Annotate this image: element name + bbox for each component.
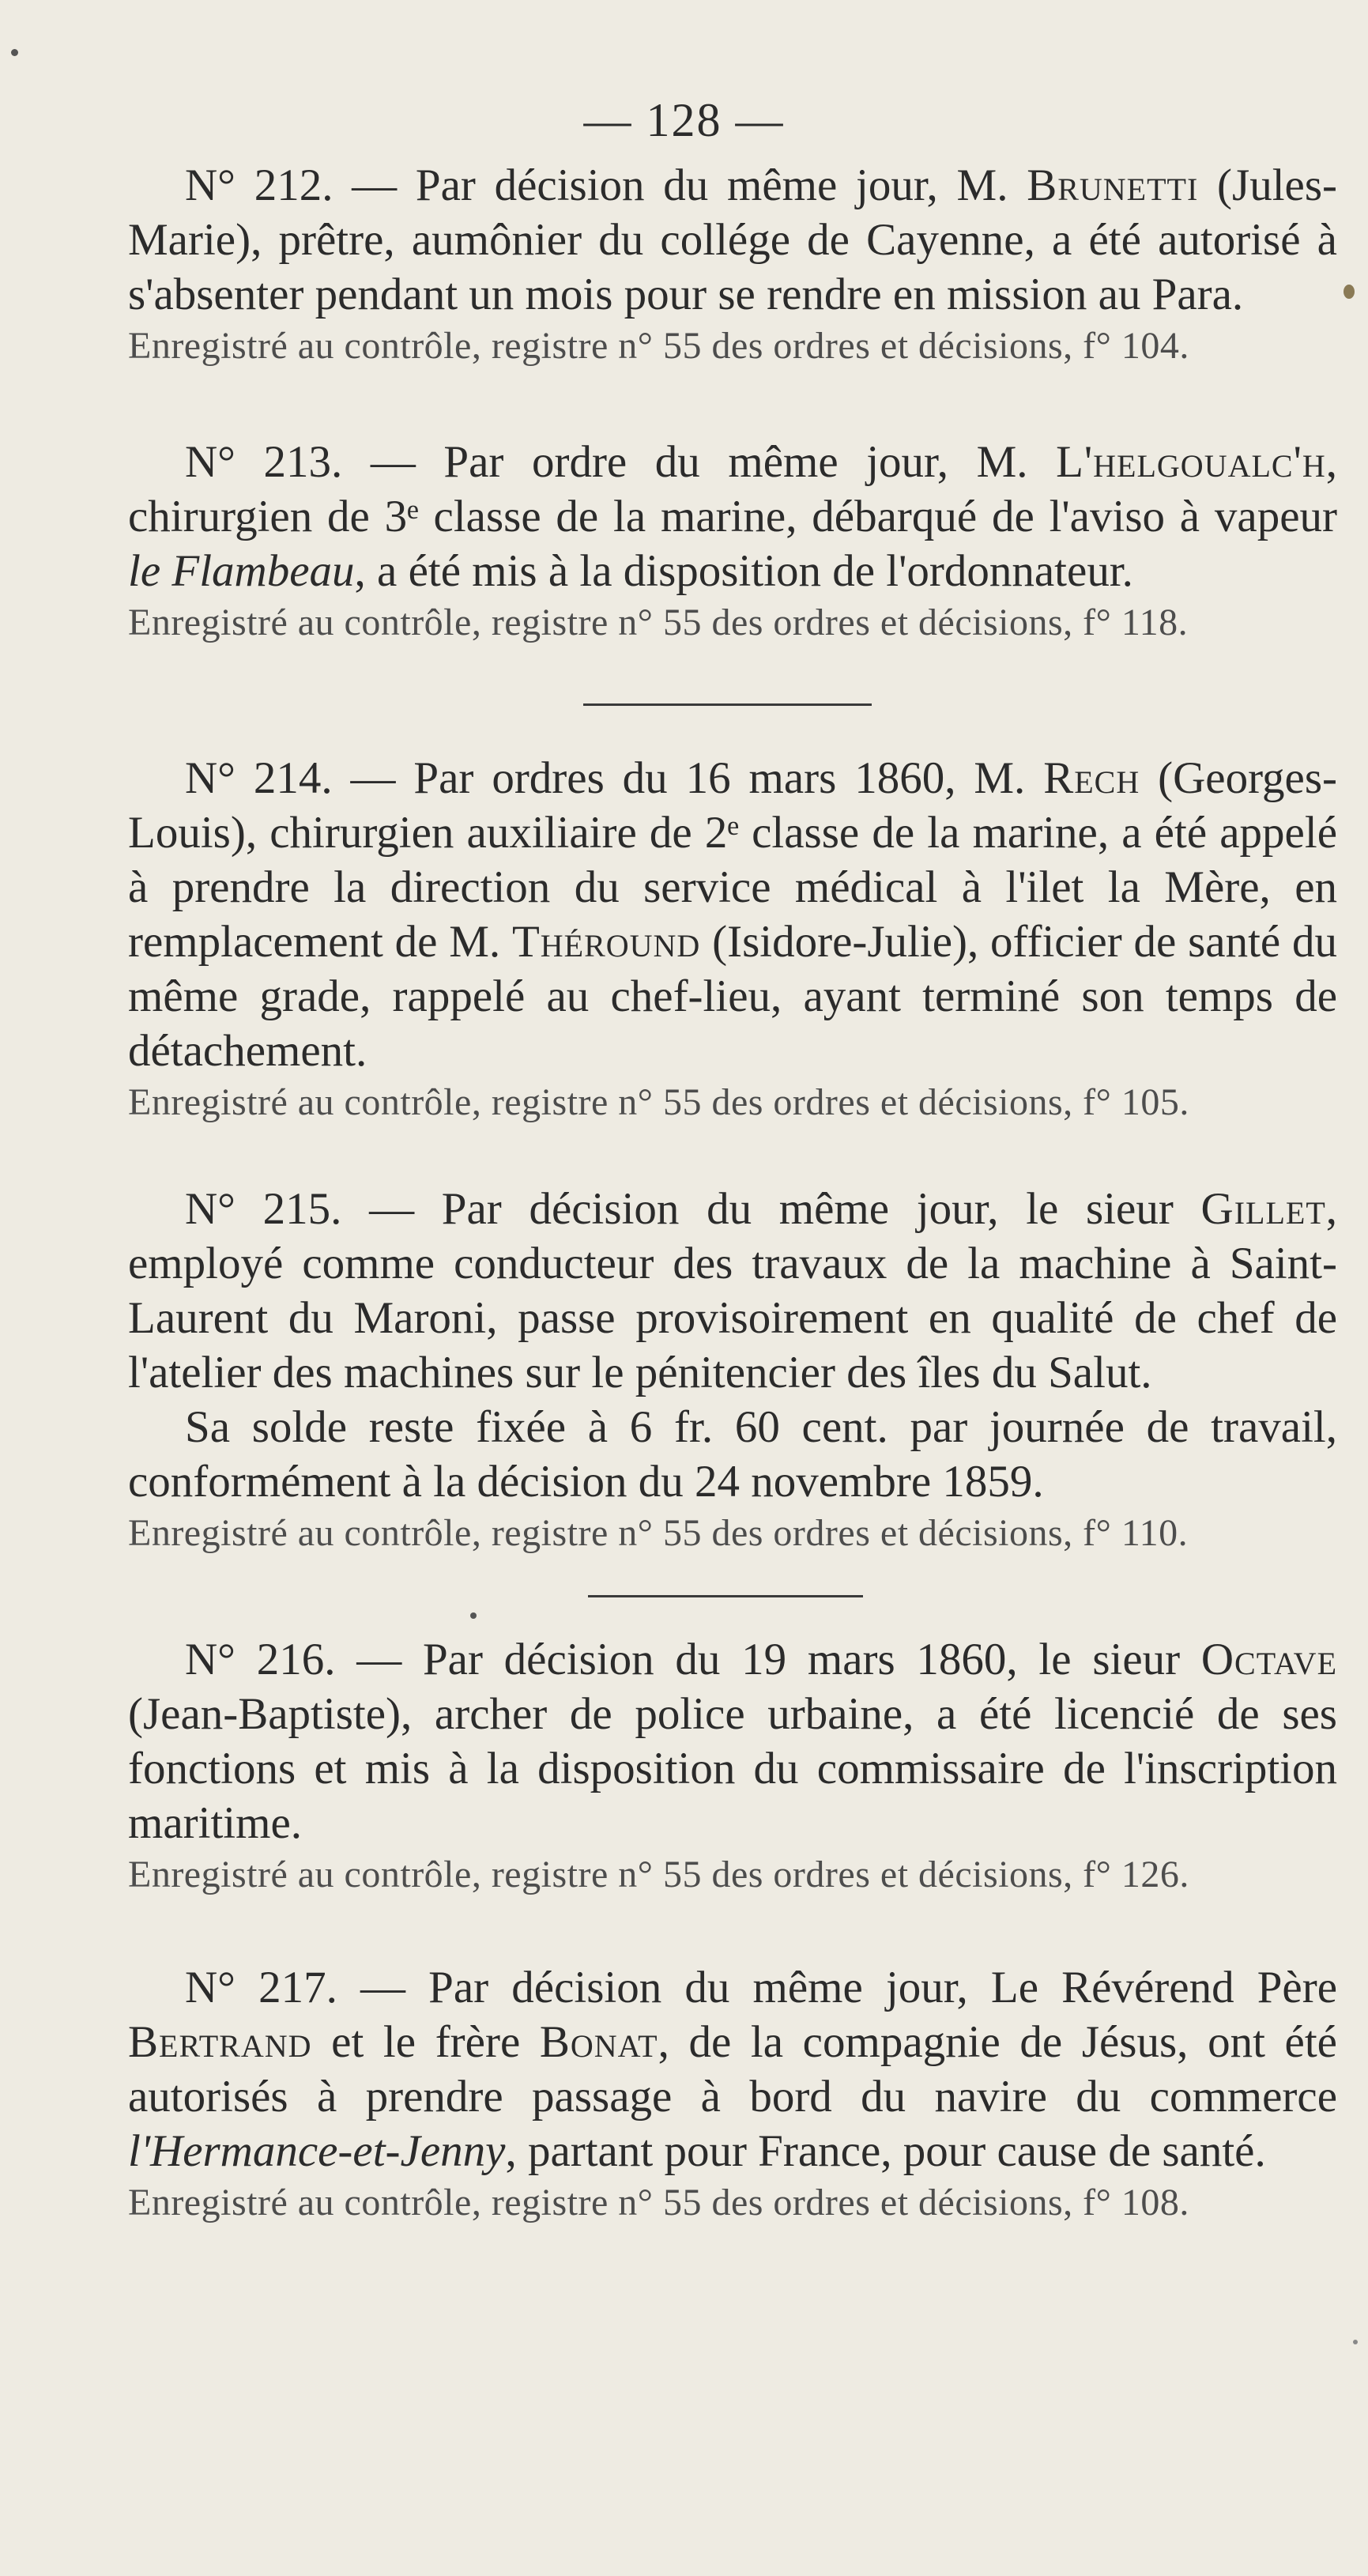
entry-text: , partant pour France, pour cause de santé.	[505, 2126, 1266, 2176]
entry-text: , a été mis à la disposition de l'ordonnateur.	[354, 546, 1133, 596]
registration-note: Enregistré au contrôle, registre n° 55 des ordres et décisions, f° 118.	[128, 602, 1189, 643]
entry-text: (Jules-Marie), prêtre, aumônier du collége de Cayenne, a été autorisé à s'absenter pendant un mois pour se rendre en mission au Para.	[128, 160, 1337, 319]
paper-speck	[470, 1612, 477, 1619]
entry-paragraph: Sa solde reste fixée à 6 fr. 60 cent. par journée de travail, conformément à la décision du 24 novembre 1859.	[128, 1402, 1337, 1507]
entry-text: (Jean-Baptiste), archer de police urbaine, a été licencié de ses fonctions et mis à la disposition du commissaire de l'inscription maritime.	[128, 1689, 1337, 1848]
person-name: Rech	[1043, 753, 1140, 803]
entry-text: , chirurgien de 3ᵉ classe de la marine, débarqué de l'aviso à vapeur	[128, 437, 1337, 541]
entry-lead: N° 214. — Par ordres du 16 mars 1860, M.	[185, 753, 1044, 803]
entry-lead: N° 216. — Par décision du 19 mars 1860, le sieur	[185, 1635, 1201, 1684]
registration-note: Enregistré au contrôle, registre n° 55 des ordres et décisions, f° 105.	[128, 1081, 1189, 1123]
entry-text: et le frère	[311, 2017, 540, 2067]
entry-text: , de la compagnie de Jésus, ont été autorisés à prendre passage à bord du navire du commerce	[128, 2017, 1337, 2122]
paper-speck	[1353, 2340, 1358, 2344]
paper-speck	[11, 49, 18, 56]
person-name: Gillet	[1200, 1184, 1326, 1234]
entry-216	[128, 1632, 1337, 1899]
registration-note: Enregistré au contrôle, registre n° 55 des ordres et décisions, f° 126.	[128, 1854, 1189, 1895]
person-name: Octave	[1200, 1635, 1337, 1684]
person-name: Brunetti	[1027, 160, 1199, 210]
entry-213	[128, 435, 1337, 647]
entry-text: (Georges-Louis), chirurgien auxiliaire de 2ᵉ classe de la marine, a été appelé à prendre la direction du service médical à l'ilet la Mère, en remplacement de M.	[128, 753, 1338, 967]
ship-name: le Flambeau	[128, 546, 355, 596]
entry-lead: N° 217. — Par décision du même jour, Le Révérend Père	[185, 1963, 1337, 2012]
person-name: Théround	[511, 917, 701, 967]
separator-rule	[588, 1595, 863, 1597]
entry-215	[128, 1182, 1337, 1558]
entry-lead: N° 213. — Par ordre du même jour, M.	[185, 437, 1057, 487]
entry-212	[128, 158, 1337, 371]
person-name: Bonat	[539, 2017, 658, 2067]
separator-rule	[583, 703, 872, 706]
registration-note: Enregistré au contrôle, registre n° 55 des ordres et décisions, f° 104.	[128, 325, 1189, 367]
person-name: L'helgoualc'h	[1056, 437, 1326, 487]
person-name: Bertrand	[128, 2017, 312, 2067]
entry-lead: N° 212. — Par décision du même jour, M.	[185, 160, 1027, 210]
entry-text: (Isidore-Julie), officier de santé du même grade, rappelé au chef-lieu, ayant terminé son temps de détachement.	[128, 917, 1337, 1076]
page-number: — 128 —	[583, 94, 785, 146]
entry-text: , employé comme conducteur des travaux de la machine à Saint-Laurent du Maroni, passe provisoirement en qualité de chef de l'atelier des machines sur le pénitencier des îles du Salut.	[128, 1184, 1337, 1397]
registration-note: Enregistré au contrôle, registre n° 55 des ordres et décisions, f° 110.	[128, 1512, 1189, 1554]
ship-name: l'Hermance-et-Jenny	[128, 2126, 506, 2176]
paper-speck	[1344, 285, 1355, 299]
entry-lead: N° 215. — Par décision du même jour, le sieur	[185, 1184, 1201, 1234]
entry-214	[128, 751, 1337, 1127]
entry-217	[128, 1960, 1337, 2227]
registration-note: Enregistré au contrôle, registre n° 55 des ordres et décisions, f° 108.	[128, 2182, 1189, 2223]
